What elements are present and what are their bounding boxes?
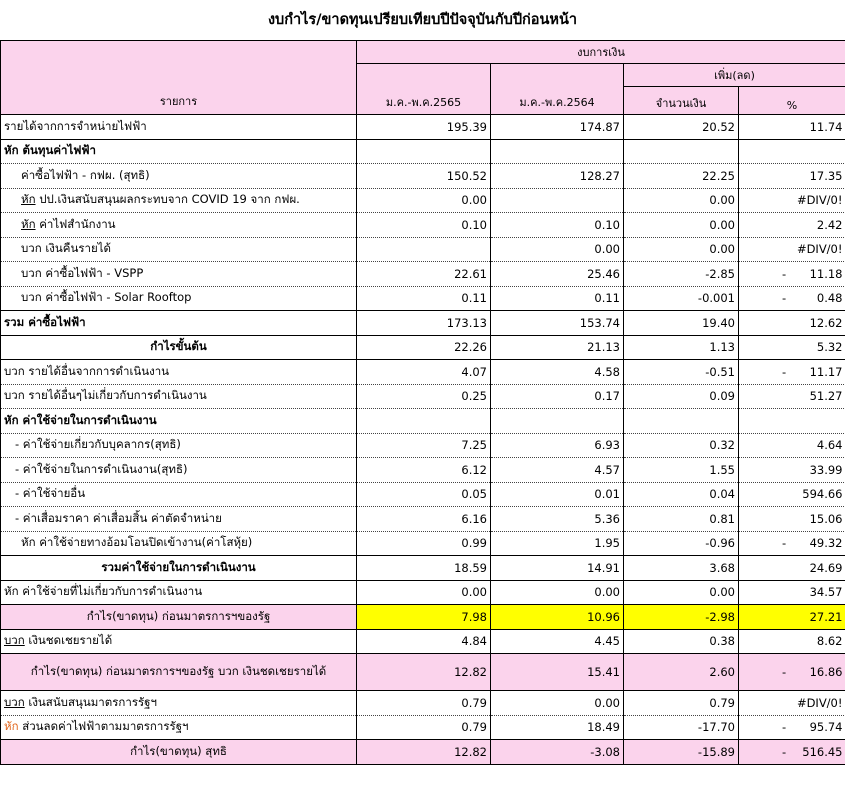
value-cell-v2: -3.08 [491,740,624,765]
row-label [1,715,357,740]
percent-value: #DIV/0! [796,242,843,257]
row-label [1,188,357,213]
value-cell-v3: 0.00 [624,213,739,238]
value-cell-v1: 150.52 [357,164,491,189]
value-cell-v3: 1.13 [624,335,739,360]
percent-cell [739,740,845,765]
value-cell-v3: 0.38 [624,629,739,654]
value-cell-v3: -2.98 [624,605,739,630]
value-cell-v3: 0.00 [624,188,739,213]
amount-header: จำนวนเงิน [624,87,739,115]
negative-sign: - [782,720,787,735]
row-label-text: ค่าซื้อไฟฟ้า - กฟผ. (สุทธิ) [21,167,150,182]
value-cell-v2: 15.41 [491,654,624,691]
value-cell-v1: 0.05 [357,482,491,507]
table-row [1,115,845,140]
row-label-text: หัก ค่าใช้จ่ายทางอ้อมโอนปิดเข้างาน(ค่าโสหุ้ย) [21,535,253,550]
value-cell-v2 [491,139,624,164]
value-cell-v2: 21.13 [491,335,624,360]
percent-cell [739,433,845,458]
value-cell-v2: 4.57 [491,458,624,483]
value-cell-v1 [357,409,491,434]
percent-value: 8.62 [816,634,843,649]
percent-value: 2.42 [816,217,843,232]
percent-cell [739,482,845,507]
row-label-text: บวก รายได้อื่นจากการดำเนินงาน [4,363,170,378]
percent-value: 0.48 [816,291,843,306]
value-cell-v1 [357,139,491,164]
row-label-prefix: หัก [4,719,19,734]
table-row [1,715,845,740]
percent-cell [739,691,845,716]
row-label-text: บวก รายได้อื่นๆไม่เกี่ยวกับการดำเนินงาน [4,388,207,403]
row-label-text: หัก ค่าใช้จ่ายที่ไม่เกี่ยวกับการดำเนินงาน [4,584,203,599]
percent-value: 16.86 [809,665,843,679]
row-label-text: ปป.เงินสนับสนุนผลกระทบจาก COVID 19 จาก กฟผ. [35,192,300,207]
row-label-text: - ค่าใช้จ่ายในการดำเนินงาน(สุทธิ) [15,461,188,476]
row-label [1,740,357,765]
value-cell-v1: 0.25 [357,384,491,409]
percent-cell [739,531,845,556]
value-cell-v3: -0.96 [624,531,739,556]
row-label [1,409,357,434]
percent-value: 17.35 [809,168,843,183]
row-label-text: บวก ค่าซื้อไฟฟ้า - Solar Rooftop [21,290,192,305]
percent-value: 49.32 [809,536,843,551]
report-title: งบกำไร/ขาดทุนเปรียบเทียบปีปัจจุบันกับปีก่อนหน้า [267,12,578,28]
percent-value: 33.99 [809,462,843,477]
percent-cell [739,115,845,140]
row-label [1,139,357,164]
value-cell-v1 [357,237,491,262]
value-cell-v1: 0.11 [357,286,491,311]
value-cell-v1: 0.00 [357,580,491,605]
percent-cell [739,286,845,311]
percent-cell [739,188,845,213]
value-cell-v1: 22.26 [357,335,491,360]
percent-cell [739,458,845,483]
row-label [1,433,357,458]
value-cell-v2: 0.00 [491,691,624,716]
value-cell-v1: 0.79 [357,691,491,716]
value-cell-v1: 22.61 [357,262,491,287]
percent-cell [739,605,845,630]
row-label-text: บวก เงินคืนรายได้ [21,241,111,256]
percent-value: 594.66 [802,487,843,502]
row-label [1,335,357,360]
value-cell-v3: 19.40 [624,311,739,336]
value-cell-v1: 12.82 [357,654,491,691]
percent-cell [739,139,845,164]
profit-loss-table [0,40,845,765]
value-cell-v2 [491,409,624,434]
value-cell-v2: 0.00 [491,580,624,605]
row-label [1,556,357,581]
table-row [1,556,845,581]
table-row [1,335,845,360]
negative-sign: - [782,364,787,379]
value-cell-v3: -15.89 [624,740,739,765]
row-label [1,164,357,189]
value-cell-v3: 0.00 [624,580,739,605]
value-cell-v3: -0.001 [624,286,739,311]
row-label-text: ค่าไฟสำนักงาน [35,216,116,231]
value-cell-v3 [624,409,739,434]
row-label [1,654,357,691]
negative-sign: - [782,266,787,281]
row-label-text: - ค่าใช้จ่ายเกี่ยวกับบุคลากร(สุทธิ) [15,437,181,452]
row-label-text: - ค่าเสื่อมราคา ค่าเสื่อมสิ้น ค่าตัดจำหน่าย [15,510,222,525]
value-cell-v3: 0.00 [624,237,739,262]
table-row [1,433,845,458]
percent-value: 27.21 [809,609,843,624]
row-label-text: กำไรขั้นต้น [150,339,207,354]
value-cell-v3: 20.52 [624,115,739,140]
row-label-text: หัก ต้นทุนค่าไฟฟ้า [4,143,96,158]
row-label-text: หัก ค่าใช้จ่ายในการดำเนินงาน [4,412,157,427]
percent-value: 5.32 [816,340,843,355]
row-label-text: รวม ค่าซื้อไฟฟ้า [4,314,86,329]
row-label-text: กำไร(ขาดทุน) ก่อนมาตรการฯของรัฐ บวก เงินชดเชยรายได้ [30,664,327,678]
row-label-text: เงินสนับสนุนมาตรการรัฐฯ [24,694,157,709]
previous-period-header: ม.ค.-พ.ค.2564 [491,64,624,115]
row-label [1,531,357,556]
percent-cell [739,311,845,336]
value-cell-v2: 6.93 [491,433,624,458]
value-cell-v1: 0.99 [357,531,491,556]
value-cell-v1: 18.59 [357,556,491,581]
table-row [1,237,845,262]
row-label [1,482,357,507]
negative-sign: - [782,536,787,551]
percent-cell [739,262,845,287]
table-row [1,384,845,409]
table-row [1,286,845,311]
row-label-prefix: บวก [4,694,25,709]
percent-value: 24.69 [809,560,843,575]
value-cell-v2: 0.11 [491,286,624,311]
percent-value: 11.17 [809,364,843,379]
row-label-prefix: หัก [21,192,36,207]
table-row [1,139,845,164]
value-cell-v3: 0.32 [624,433,739,458]
table-row [1,605,845,630]
row-label-text: กำไร(ขาดทุน) สุทธิ [130,743,227,758]
value-cell-v1: 4.07 [357,360,491,385]
table-row [1,458,845,483]
value-cell-v3: -2.85 [624,262,739,287]
value-cell-v2: 4.45 [491,629,624,654]
value-cell-v3: 1.55 [624,458,739,483]
percent-cell [739,335,845,360]
value-cell-v2: 10.96 [491,605,624,630]
table-row [1,164,845,189]
row-label-text: กำไร(ขาดทุน) ก่อนมาตรการฯของรัฐ [86,608,271,623]
percent-value: 4.64 [816,438,843,453]
row-label-text: บวก ค่าซื้อไฟฟ้า - VSPP [21,265,144,280]
value-cell-v1: 4.84 [357,629,491,654]
value-cell-v1: 7.98 [357,605,491,630]
row-label-prefix: หัก [21,216,36,231]
percent-cell [739,409,845,434]
value-cell-v2: 128.27 [491,164,624,189]
percent-cell [739,213,845,238]
value-cell-v2: 174.87 [491,115,624,140]
row-label-prefix: บวก [4,633,25,648]
row-label [1,262,357,287]
table-row [1,507,845,532]
value-cell-v2: 14.91 [491,556,624,581]
row-label [1,237,357,262]
percent-value: 51.27 [809,389,843,404]
value-cell-v2 [491,188,624,213]
table-row [1,482,845,507]
row-label-text: - ค่าใช้จ่ายอื่น [15,486,86,501]
negative-sign: - [782,665,787,679]
percent-cell [739,164,845,189]
table-row [1,691,845,716]
value-cell-v2: 5.36 [491,507,624,532]
value-cell-v2: 0.00 [491,237,624,262]
percent-cell [739,715,845,740]
percent-cell [739,384,845,409]
row-label [1,286,357,311]
percent-cell [739,360,845,385]
table-row [1,213,845,238]
row-label-text: เงินชดเชยรายได้ [24,633,113,648]
percent-value: 11.18 [809,266,843,281]
row-label-text: ส่วนลดค่าไฟฟ้าตามมาตรการรัฐฯ [18,719,189,734]
table-row [1,311,845,336]
value-cell-v1: 7.25 [357,433,491,458]
value-cell-v1: 173.13 [357,311,491,336]
percent-value: 95.74 [809,720,843,735]
percent-value: #DIV/0! [796,695,843,710]
value-cell-v3: 2.60 [624,654,739,691]
table-row [1,629,845,654]
row-label [1,605,357,630]
percent-cell [739,580,845,605]
percent-value: #DIV/0! [796,193,843,208]
row-label [1,629,357,654]
table-row [1,188,845,213]
change-header: เพิ่ม(ลด) [624,64,845,87]
value-cell-v2: 153.74 [491,311,624,336]
percent-value: 11.74 [809,119,843,134]
negative-sign: - [782,291,787,306]
table-row [1,654,845,691]
value-cell-v2: 1.95 [491,531,624,556]
percent-value: 15.06 [809,511,843,526]
value-cell-v3: 3.68 [624,556,739,581]
value-cell-v3 [624,139,739,164]
value-cell-v3: 0.79 [624,691,739,716]
row-label [1,360,357,385]
percent-value: 516.45 [802,744,843,759]
item-column-header: รายการ [1,41,357,115]
value-cell-v3: 0.09 [624,384,739,409]
value-cell-v3: 22.25 [624,164,739,189]
value-cell-v1: 0.10 [357,213,491,238]
table-row [1,740,845,765]
percent-cell [739,654,845,691]
value-cell-v1: 6.12 [357,458,491,483]
value-cell-v3: 0.81 [624,507,739,532]
row-label [1,213,357,238]
value-cell-v1: 195.39 [357,115,491,140]
row-label-text: รายได้จากการจำหน่ายไฟฟ้า [4,118,147,133]
financial-statement-header: งบการเงิน [357,41,845,64]
table-row [1,531,845,556]
value-cell-v3: -0.51 [624,360,739,385]
percent-cell [739,556,845,581]
percent-cell [739,237,845,262]
percent-value: 12.62 [809,315,843,330]
value-cell-v2: 25.46 [491,262,624,287]
value-cell-v1: 12.82 [357,740,491,765]
percent-value: 34.57 [809,585,843,600]
value-cell-v1: 6.16 [357,507,491,532]
row-label [1,507,357,532]
value-cell-v2: 18.49 [491,715,624,740]
percent-cell [739,629,845,654]
table-row [1,580,845,605]
row-label [1,384,357,409]
value-cell-v1: 0.79 [357,715,491,740]
table-row [1,409,845,434]
value-cell-v3: 0.04 [624,482,739,507]
row-label [1,580,357,605]
row-label [1,458,357,483]
value-cell-v2: 4.58 [491,360,624,385]
value-cell-v2: 0.10 [491,213,624,238]
negative-sign: - [782,744,787,759]
value-cell-v2: 0.17 [491,384,624,409]
table-row [1,262,845,287]
value-cell-v1: 0.00 [357,188,491,213]
table-row [1,360,845,385]
row-label [1,691,357,716]
percent-header: % [739,87,845,115]
current-period-header: ม.ค.-พ.ค.2565 [357,64,491,115]
value-cell-v3: -17.70 [624,715,739,740]
value-cell-v2: 0.01 [491,482,624,507]
row-label-text: รวมค่าใช้จ่ายในการดำเนินงาน [101,559,256,574]
row-label [1,115,357,140]
row-label [1,311,357,336]
percent-cell [739,507,845,532]
